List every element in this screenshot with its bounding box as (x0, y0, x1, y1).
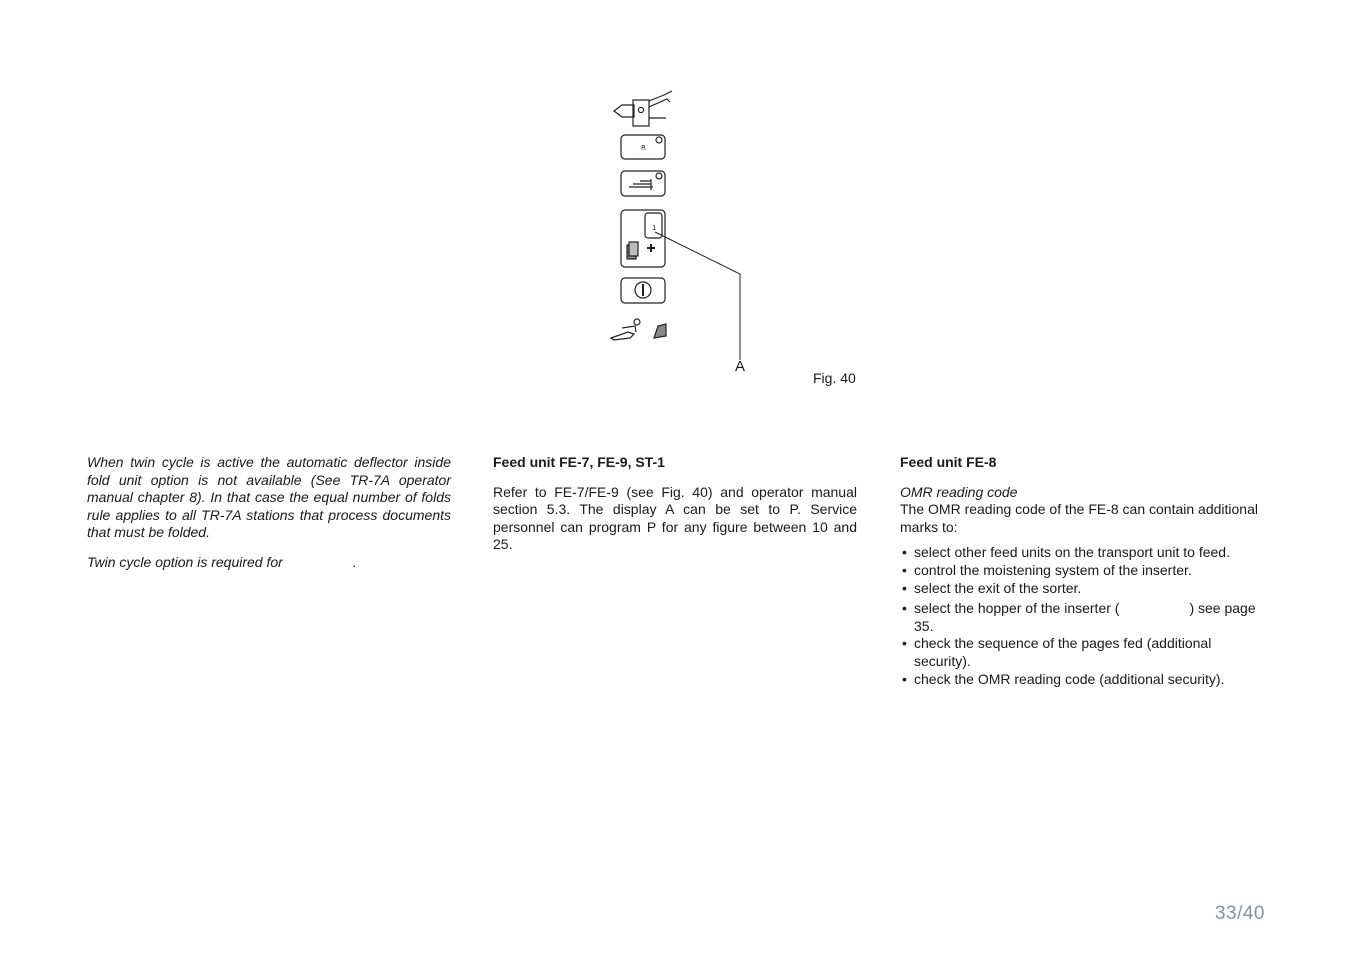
list-item: • select other feed units on the transport unit to feed. (900, 544, 1265, 562)
section-heading: Feed unit FE-7, FE-9, ST-1 (493, 454, 665, 470)
intro-text: The OMR reading code of the FE-8 can contain additional marks to: (900, 501, 1258, 535)
counter-display-icon (621, 210, 665, 267)
column-feed-unit-fe8 (900, 454, 1265, 688)
control-panel-figure (600, 80, 870, 390)
feed-tray-icon (621, 171, 665, 196)
display-value: 1 (652, 224, 657, 232)
hand-feed-icon (611, 319, 666, 340)
section-body: Refer to FE-7/FE-9 (see Fig. 40) and operator manual section 5.3. The display A can be set to P. Service personnel can program P for any figure between 10 and 25. (493, 483, 857, 553)
control-panel-drawing (600, 80, 870, 390)
column-feed-unit-fe7 (493, 454, 857, 554)
list-item: • check the OMR reading code (additional security). (900, 671, 1265, 689)
list-item: • check the sequence of the pages fed (additional security). (900, 635, 1265, 670)
subheading: OMR reading code (900, 483, 1018, 500)
hopper-text-b: ) see page 35. (914, 600, 1256, 634)
twin-cycle-requirement-text: Twin cycle option is required for (87, 553, 283, 570)
column-twin-cycle (87, 454, 451, 572)
page-number: 33/40 (1214, 903, 1265, 924)
reset-label: R (641, 144, 646, 152)
twin-cycle-note: When twin cycle is active the automatic deflector inside fold unit option is not available (See TR-7A operator manual chapter 8). In that case the equal number of folds rule applies to all TR-7A stations that process documents that must be folded. (87, 454, 451, 541)
twin-cycle-requirement (87, 554, 451, 572)
power-button-icon (621, 278, 665, 303)
list-item: • control the moistening system of the inserter. (900, 562, 1265, 580)
deflector-icon (614, 91, 672, 126)
marks-list (900, 544, 1265, 688)
list-item: • select the exit of the sorter. (900, 580, 1265, 598)
figure-caption: Fig. 40 (813, 370, 856, 386)
twin-cycle-requirement-end: . (352, 553, 357, 570)
list-item (900, 600, 1265, 635)
reset-button-icon (621, 135, 665, 159)
section-heading: Feed unit FE-8 (900, 454, 997, 470)
leader-line (655, 232, 740, 360)
figure-label-a: A (735, 358, 746, 375)
hopper-text-a: select the hopper of the inserter ( (914, 600, 1120, 617)
